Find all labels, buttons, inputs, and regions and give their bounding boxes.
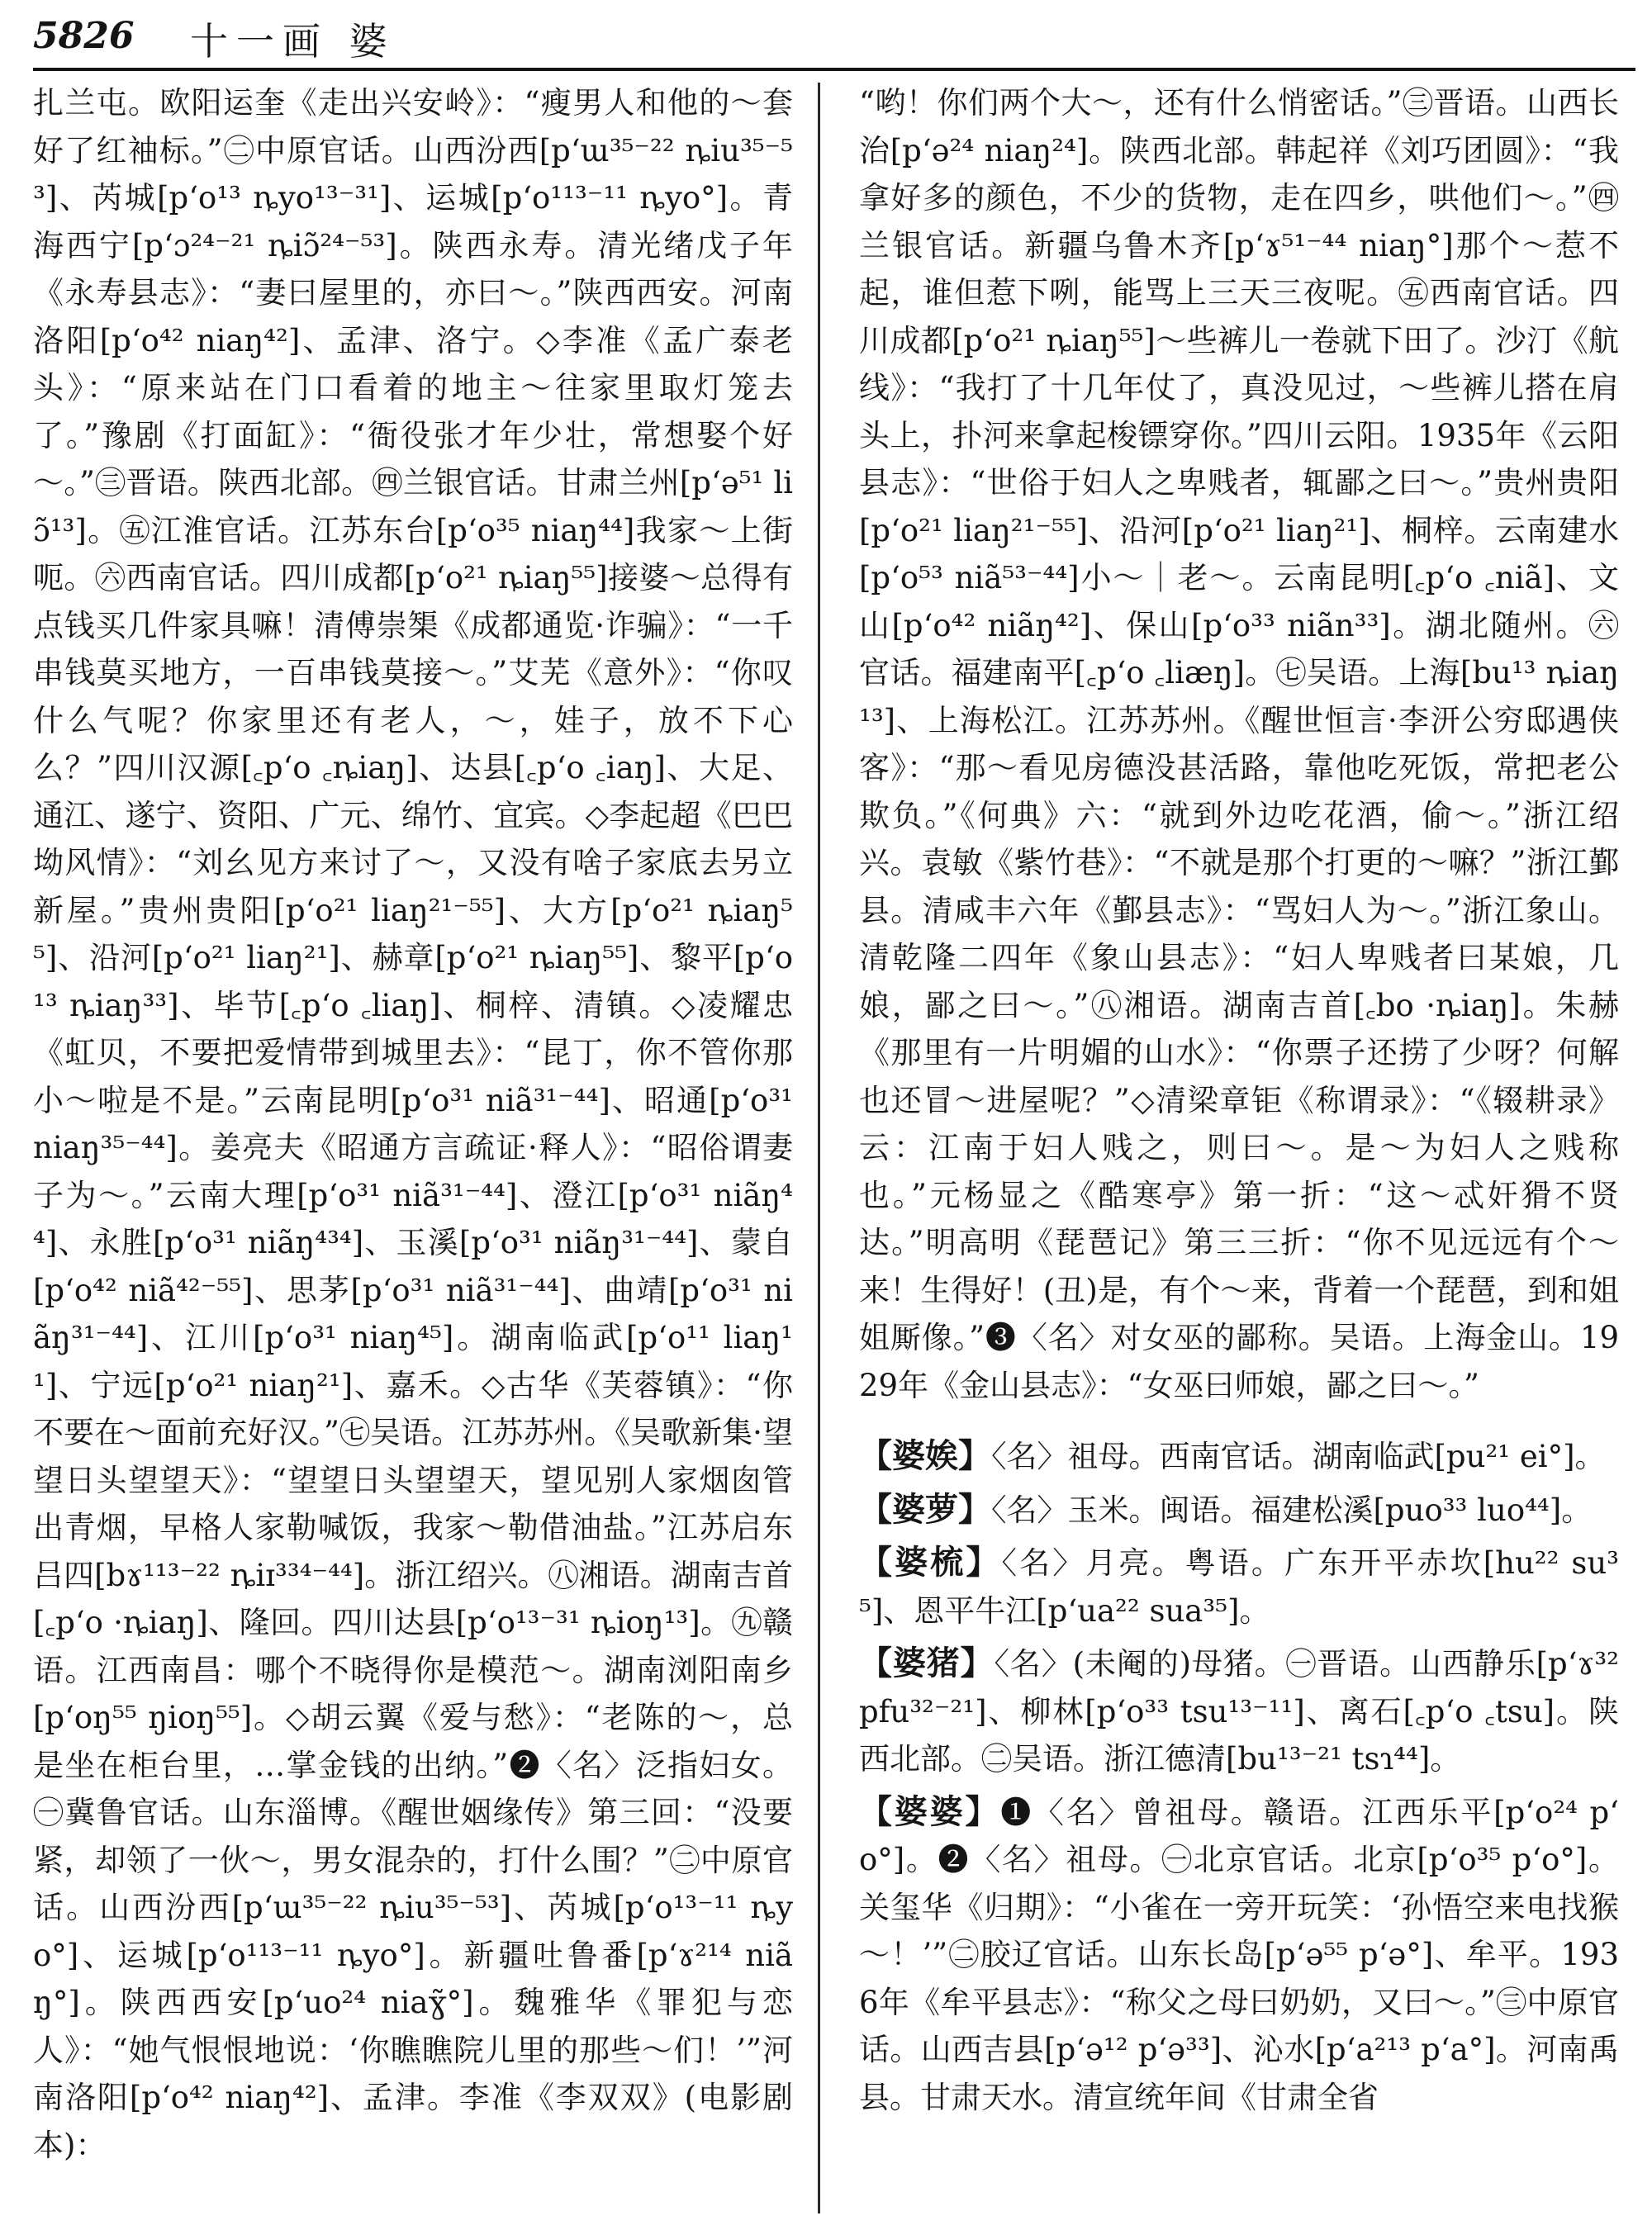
headword: 【婆娭】 [859,1436,991,1475]
headword: 【婆婆】 [859,1791,1001,1831]
entry-spacer [859,1409,1619,1427]
headword: 【婆萝】 [859,1489,991,1529]
entry-text: 〈名〉(未阉的)母猪。㊀晋语。山西静乐[pʻɤ³² pfu³²⁻²¹]、柳林[pʻo³³ tsu¹³⁻¹¹]、离石[꜀pʻo ꜀tsu]。陕西北部。㊁吴语。浙江德清[bu¹³⁻²¹ tsɿ⁴⁴]。 [859,1646,1619,1777]
left-column [33,79,793,2218]
entry-婆梳 [859,1539,1619,1635]
page-number: 5826 [33,15,135,57]
entry-text: 〈名〉月亮。粤语。广东开平赤坎[hu²² su³⁵]、恩平牛江[pʻua²² sua³⁵]。 [859,1545,1619,1629]
entry-婆婆 [859,1788,1619,2122]
page-header [33,0,1635,66]
entry-text: 〈名〉祖母。西南官话。湖南临武[pu²¹ ei°]。 [991,1439,1606,1474]
headword: 【婆猪】 [859,1644,995,1682]
entry-婆萝 [859,1486,1619,1535]
entry-text: 〈名〉玉米。闽语。福建松溪[puo³³ luo⁴⁴]。 [991,1492,1593,1528]
header-rule [33,68,1635,71]
entry-婆猪 [859,1639,1619,1783]
entry-text: ❶〈名〉曾祖母。赣语。江西乐平[pʻo²⁴ pʻo°]。❷〈名〉祖母。㊀北京官话。北京[pʻo³⁵ pʻo°]。关玺华《归期》：“小雀在一旁开玩笑：‘孙悟空来电找猴～！’”㊁胶辽官话。山东长岛[pʻə⁵⁵ pʻə°]、牟平。1936年《牟平县志》：“称父之母曰奶奶，又曰～。”㊂中原官话。山西吉县[pʻə¹² pʻə³³]、沁水[pʻa²¹³ pʻa°]。河南禹县。甘肃天水。清宣统年间《甘肃全省 [859,1794,1619,2115]
running-head: 十一画 婆 [190,19,396,64]
left-column-text: 扎兰屯。欧阳运奎《走出兴安岭》：“瘦男人和他的～套好了红袖标。”㊁中原官话。山西汾西[pʻɯ³⁵⁻²² ȵiu³⁵⁻⁵³]、芮城[pʻo¹³ ȵyo¹³⁻³¹]、运城[pʻo¹¹³⁻¹¹ ȵyo°]。青海西宁[pʻɔ²⁴⁻²¹ ȵiɔ̃²⁴⁻⁵³]。陕西永寿。清光绪戊子年《永寿县志》：“妻曰屋里的，亦曰～。”陕西西安。河南洛阳[pʻo⁴² niaŋ⁴²]、孟津、洛宁。◇李准《孟广泰老头》：“原来站在门口看着的地主～往家里取灯笼去了。”豫剧《打面缸》：“衙役张才年少壮，常想娶个好～。”㊂晋语。陕西北部。㊃兰银官话。甘肃兰州[pʻə⁵¹ liɔ̃¹³]。㊄江淮官话。江苏东台[pʻo³⁵ niaŋ⁴⁴]我家～上街呃。㊅西南官话。四川成都[pʻo²¹ ȵiaŋ⁵⁵]接婆～总得有点钱买几件家具嘛！清傅崇榘《成都通览·诈骗》：“一千串钱莫买地方，一百串钱莫接～。”艾芜《意外》：“你叹什么气呢？你家里还有老人，～，娃子，放不下心么？”四川汉源[꜀pʻo ꜀ȵiaŋ]、达县[꜀pʻo ꜀iaŋ]、大足、通江、遂宁、资阳、广元、绵竹、宜宾。◇李起超《巴巴坳风情》：“刘幺见方来讨了～，又没有啥子家底去另立新屋。”贵州贵阳[pʻo²¹ liaŋ²¹⁻⁵⁵]、大方[pʻo²¹ ȵiaŋ⁵⁵]、沿河[pʻo²¹ liaŋ²¹]、赫章[pʻo²¹ ȵiaŋ⁵⁵]、黎平[pʻo¹³ ȵiaŋ³³]、毕节[꜀pʻo ꜀liaŋ]、桐梓、清镇。◇凌耀忠《虹贝，不要把爱情带到城里去》：“昆丁，你不管你那小～啦是不是。”云南昆明[pʻo³¹ niã³¹⁻⁴⁴]、昭通[pʻo³¹ niaŋ³⁵⁻⁴⁴]。姜亮夫《昭通方言疏证·释人》：“昭俗谓妻子为～。”云南大理[pʻo³¹ niã³¹⁻⁴⁴]、澄江[pʻo³¹ niãŋ⁴⁴]、永胜[pʻo³¹ niãŋ⁴³⁴]、玉溪[pʻo³¹ niãŋ³¹⁻⁴⁴]、蒙自[pʻo⁴² niã⁴²⁻⁵⁵]、思茅[pʻo³¹ niã³¹⁻⁴⁴]、曲靖[pʻo³¹ niãŋ³¹⁻⁴⁴]、江川[pʻo³¹ niaŋ⁴⁵]。湖南临武[pʻo¹¹ liaŋ¹¹]、宁远[pʻo²¹ niaŋ²¹]、嘉禾。◇古华《芙蓉镇》：“你不要在～面前充好汉。”㊆吴语。江苏苏州。《吴歌新集·望望日头望望天》：“望望日头望望天，望见别人家烟囱管出青烟，早格人家勒喊饭，我家～勒借油盐。”江苏启东吕四[bɤ¹¹³⁻²² ȵiɪ³³⁴⁻⁴⁴]。浙江绍兴。㊇湘语。湖南吉首[꜀pʻo ·ȵiaŋ]、隆回。四川达县[pʻo¹³⁻³¹ ȵioŋ¹³]。㊈赣语。江西南昌：哪个不晓得你是模范～。湖南浏阳南乡[pʻoŋ⁵⁵ ŋioŋ⁵⁵]。◇胡云翼《爱与愁》：“老陈的～，总是坐在柜台里，…掌金钱的出纳。”❷〈名〉泛指妇女。㊀冀鲁官话。山东淄博。《醒世姻缘传》第三回：“没要紧，却领了一伙～，男女混杂的，打什么围？”㊁中原官话。山西汾西[pʻɯ³⁵⁻²² ȵiu³⁵⁻⁵³]、芮城[pʻo¹³⁻¹¹ ȵyo°]、运城[pʻo¹¹³⁻¹¹ ȵyo°]。新疆吐鲁番[pʻɤ²¹⁴ niãŋ°]。陕西西安[pʻuo²⁴ niaɣ̃°]。魏雅华《罪犯与恋人》：“她气恨恨地说：‘你瞧瞧院儿里的那些～们！’”河南洛阳[pʻo⁴² niaŋ⁴²]、孟津。李准《李双双》(电影剧本)： [33,85,793,2163]
right-column [859,79,1619,2218]
headword: 【婆梳】 [859,1543,1002,1582]
column-divider [818,83,820,2213]
right-column-continuation: “哟！你们两个大～，还有什么悄密话。”㊂晋语。山西长治[pʻə²⁴ niaŋ²⁴]。陕西北部。韩起祥《刘巧团圆》：“我拿好多的颜色，不少的货物，走在四乡，哄他们～。”㊃兰银官话。新疆乌鲁木齐[pʻɤ⁵¹⁻⁴⁴ niaŋ°]那个～惹不起，谁但惹下咧，能骂上三天三夜呢。㊄西南官话。四川成都[pʻo²¹ ȵiaŋ⁵⁵]～些裤儿一卷就下田了。沙汀《航线》：“我打了十几年仗了，真没见过，～些裤儿搭在肩头上，扑河来拿起梭镖穿你。”四川云阳。1935年《云阳县志》：“世俗于妇人之卑贱者，辄鄙之曰～。”贵州贵阳[pʻo²¹ liaŋ²¹⁻⁵⁵]、沿河[pʻo²¹ liaŋ²¹]、桐梓。云南建水[pʻo⁵³ niã⁵³⁻⁴⁴]小～｜老～。云南昆明[꜀pʻo ꜀niã]、文山[pʻo⁴² niãŋ⁴²]、保山[pʻo³³ niãn³³]。湖北随州。㊅官话。福建南平[꜀pʻo ꜀liæŋ]。㊆吴语。上海[bu¹³ ȵiaŋ¹³]、上海松江。江苏苏州。《醒世恒言·李汧公穷邸遇侠客》：“那～看见房德没甚活路，靠他吃死饭，常把老公欺负。”《何典》六：“就到外边吃花酒，偷～。”浙江绍兴。袁敏《紫竹巷》：“不就是那个打更的～嘛？”浙江鄞县。清咸丰六年《鄞县志》：“骂妇人为～。”浙江象山。清乾隆二四年《象山县志》：“妇人卑贱者曰某娘，几娘，鄙之曰～。”㊇湘语。湖南吉首[꜀bo ·ȵiaŋ]。朱赫《那里有一片明媚的山水》：“你票子还捞了少呀？何解也还冒～进屋呢？”◇清梁章钜《称谓录》：“《辍耕录》云：江南于妇人贱之，则曰～。是～为妇人之贱称也。”元杨显之《酷寒亭》第一折：“这～忒奸猾不贤达。”明高明《琵琶记》第三三折：“你不见远远有个～来！生得好！(丑)是，有个～来，背着一个琵琶，到和姐姐厮像。”❸〈名〉对女巫的鄙称。吴语。上海金山。1929年《金山县志》：“女巫曰师娘，鄙之曰～。” [859,85,1619,1403]
entry-list [859,1432,1619,2121]
entry-婆娭 [859,1432,1619,1481]
